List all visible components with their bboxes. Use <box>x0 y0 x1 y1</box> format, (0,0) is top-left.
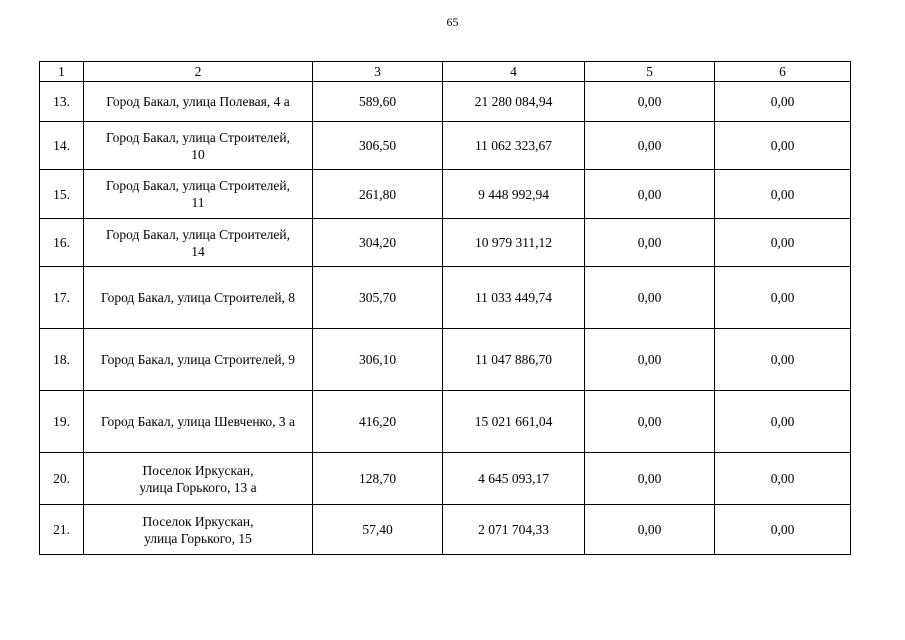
header-cell: 5 <box>585 62 715 82</box>
table-row <box>40 82 851 122</box>
header-cell: 1 <box>40 62 84 82</box>
row-number-cell: 13. <box>40 82 84 122</box>
address-line: Поселок Иркускан, <box>142 462 254 478</box>
amount-cell: 11 062 323,67 <box>443 122 585 170</box>
address-cell <box>84 122 313 170</box>
area-cell: 57,40 <box>313 505 443 555</box>
address-line: Город Бакал, улица Полевая, 4 а <box>106 94 290 109</box>
address-cell <box>84 170 313 219</box>
address-cell <box>84 82 313 122</box>
column-6-cell: 0,00 <box>715 170 851 219</box>
data-table <box>39 61 851 555</box>
amount-cell: 21 280 084,94 <box>443 82 585 122</box>
header-cell: 2 <box>84 62 313 82</box>
header-cell: 3 <box>313 62 443 82</box>
area-cell: 589,60 <box>313 82 443 122</box>
column-5-cell: 0,00 <box>585 453 715 505</box>
row-number-cell: 19. <box>40 391 84 453</box>
page-number: 65 <box>446 15 459 29</box>
row-number-cell: 21. <box>40 505 84 555</box>
area-cell: 305,70 <box>313 267 443 329</box>
area-cell: 306,50 <box>313 122 443 170</box>
address-line: Город Бакал, улица Шевченко, 3 а <box>100 414 296 429</box>
header-row <box>40 62 851 82</box>
column-6-cell: 0,00 <box>715 391 851 453</box>
address-cell <box>84 391 313 453</box>
row-number-cell: 20. <box>40 453 84 505</box>
column-6-cell: 0,00 <box>715 329 851 391</box>
table-row <box>40 505 851 555</box>
address-cell <box>84 453 313 505</box>
table-row <box>40 329 851 391</box>
row-number-cell: 14. <box>40 122 84 170</box>
address-line: Город Бакал, улица Строителей, <box>106 129 290 145</box>
column-6-cell: 0,00 <box>715 267 851 329</box>
table-row <box>40 219 851 267</box>
table-body <box>40 82 851 555</box>
row-number-cell: 17. <box>40 267 84 329</box>
column-5-cell: 0,00 <box>585 82 715 122</box>
amount-cell: 4 645 093,17 <box>443 453 585 505</box>
column-5-cell: 0,00 <box>585 267 715 329</box>
column-6-cell: 0,00 <box>715 453 851 505</box>
address-line: 14 <box>191 243 205 259</box>
amount-cell: 9 448 992,94 <box>443 170 585 219</box>
header-cell: 4 <box>443 62 585 82</box>
address-cell <box>84 329 313 391</box>
column-5-cell: 0,00 <box>585 329 715 391</box>
address-line: Город Бакал, улица Строителей, 9 <box>100 352 296 367</box>
column-6-cell: 0,00 <box>715 219 851 267</box>
table-row <box>40 453 851 505</box>
amount-cell: 10 979 311,12 <box>443 219 585 267</box>
column-5-cell: 0,00 <box>585 122 715 170</box>
table-row <box>40 391 851 453</box>
amount-cell: 11 033 449,74 <box>443 267 585 329</box>
column-5-cell: 0,00 <box>585 391 715 453</box>
amount-cell: 2 071 704,33 <box>443 505 585 555</box>
column-5-cell: 0,00 <box>585 505 715 555</box>
amount-cell: 11 047 886,70 <box>443 329 585 391</box>
table-row <box>40 267 851 329</box>
address-line: Город Бакал, улица Строителей, <box>106 226 290 242</box>
row-number-cell: 16. <box>40 219 84 267</box>
area-cell: 261,80 <box>313 170 443 219</box>
address-cell <box>84 219 313 267</box>
address-line: улица Горького, 15 <box>144 530 252 546</box>
address-cell <box>84 267 313 329</box>
address-line: улица Горького, 13 а <box>139 479 257 495</box>
row-number-cell: 15. <box>40 170 84 219</box>
area-cell: 304,20 <box>313 219 443 267</box>
table-row <box>40 122 851 170</box>
column-6-cell: 0,00 <box>715 82 851 122</box>
address-line: Город Бакал, улица Строителей, <box>106 178 290 193</box>
area-cell: 306,10 <box>313 329 443 391</box>
address-cell <box>84 505 313 555</box>
column-5-cell: 0,00 <box>585 170 715 219</box>
table-row <box>40 170 851 219</box>
area-cell: 416,20 <box>313 391 443 453</box>
header-cell: 6 <box>715 62 851 82</box>
address-line: Поселок Иркускан, <box>142 513 254 529</box>
column-5-cell: 0,00 <box>585 219 715 267</box>
column-6-cell: 0,00 <box>715 505 851 555</box>
address-line: 11 <box>191 195 205 210</box>
address-line: Город Бакал, улица Строителей, 8 <box>100 290 296 305</box>
amount-cell: 15 021 661,04 <box>443 391 585 453</box>
address-line: 10 <box>191 146 205 162</box>
row-number-cell: 18. <box>40 329 84 391</box>
area-cell: 128,70 <box>313 453 443 505</box>
column-6-cell: 0,00 <box>715 122 851 170</box>
